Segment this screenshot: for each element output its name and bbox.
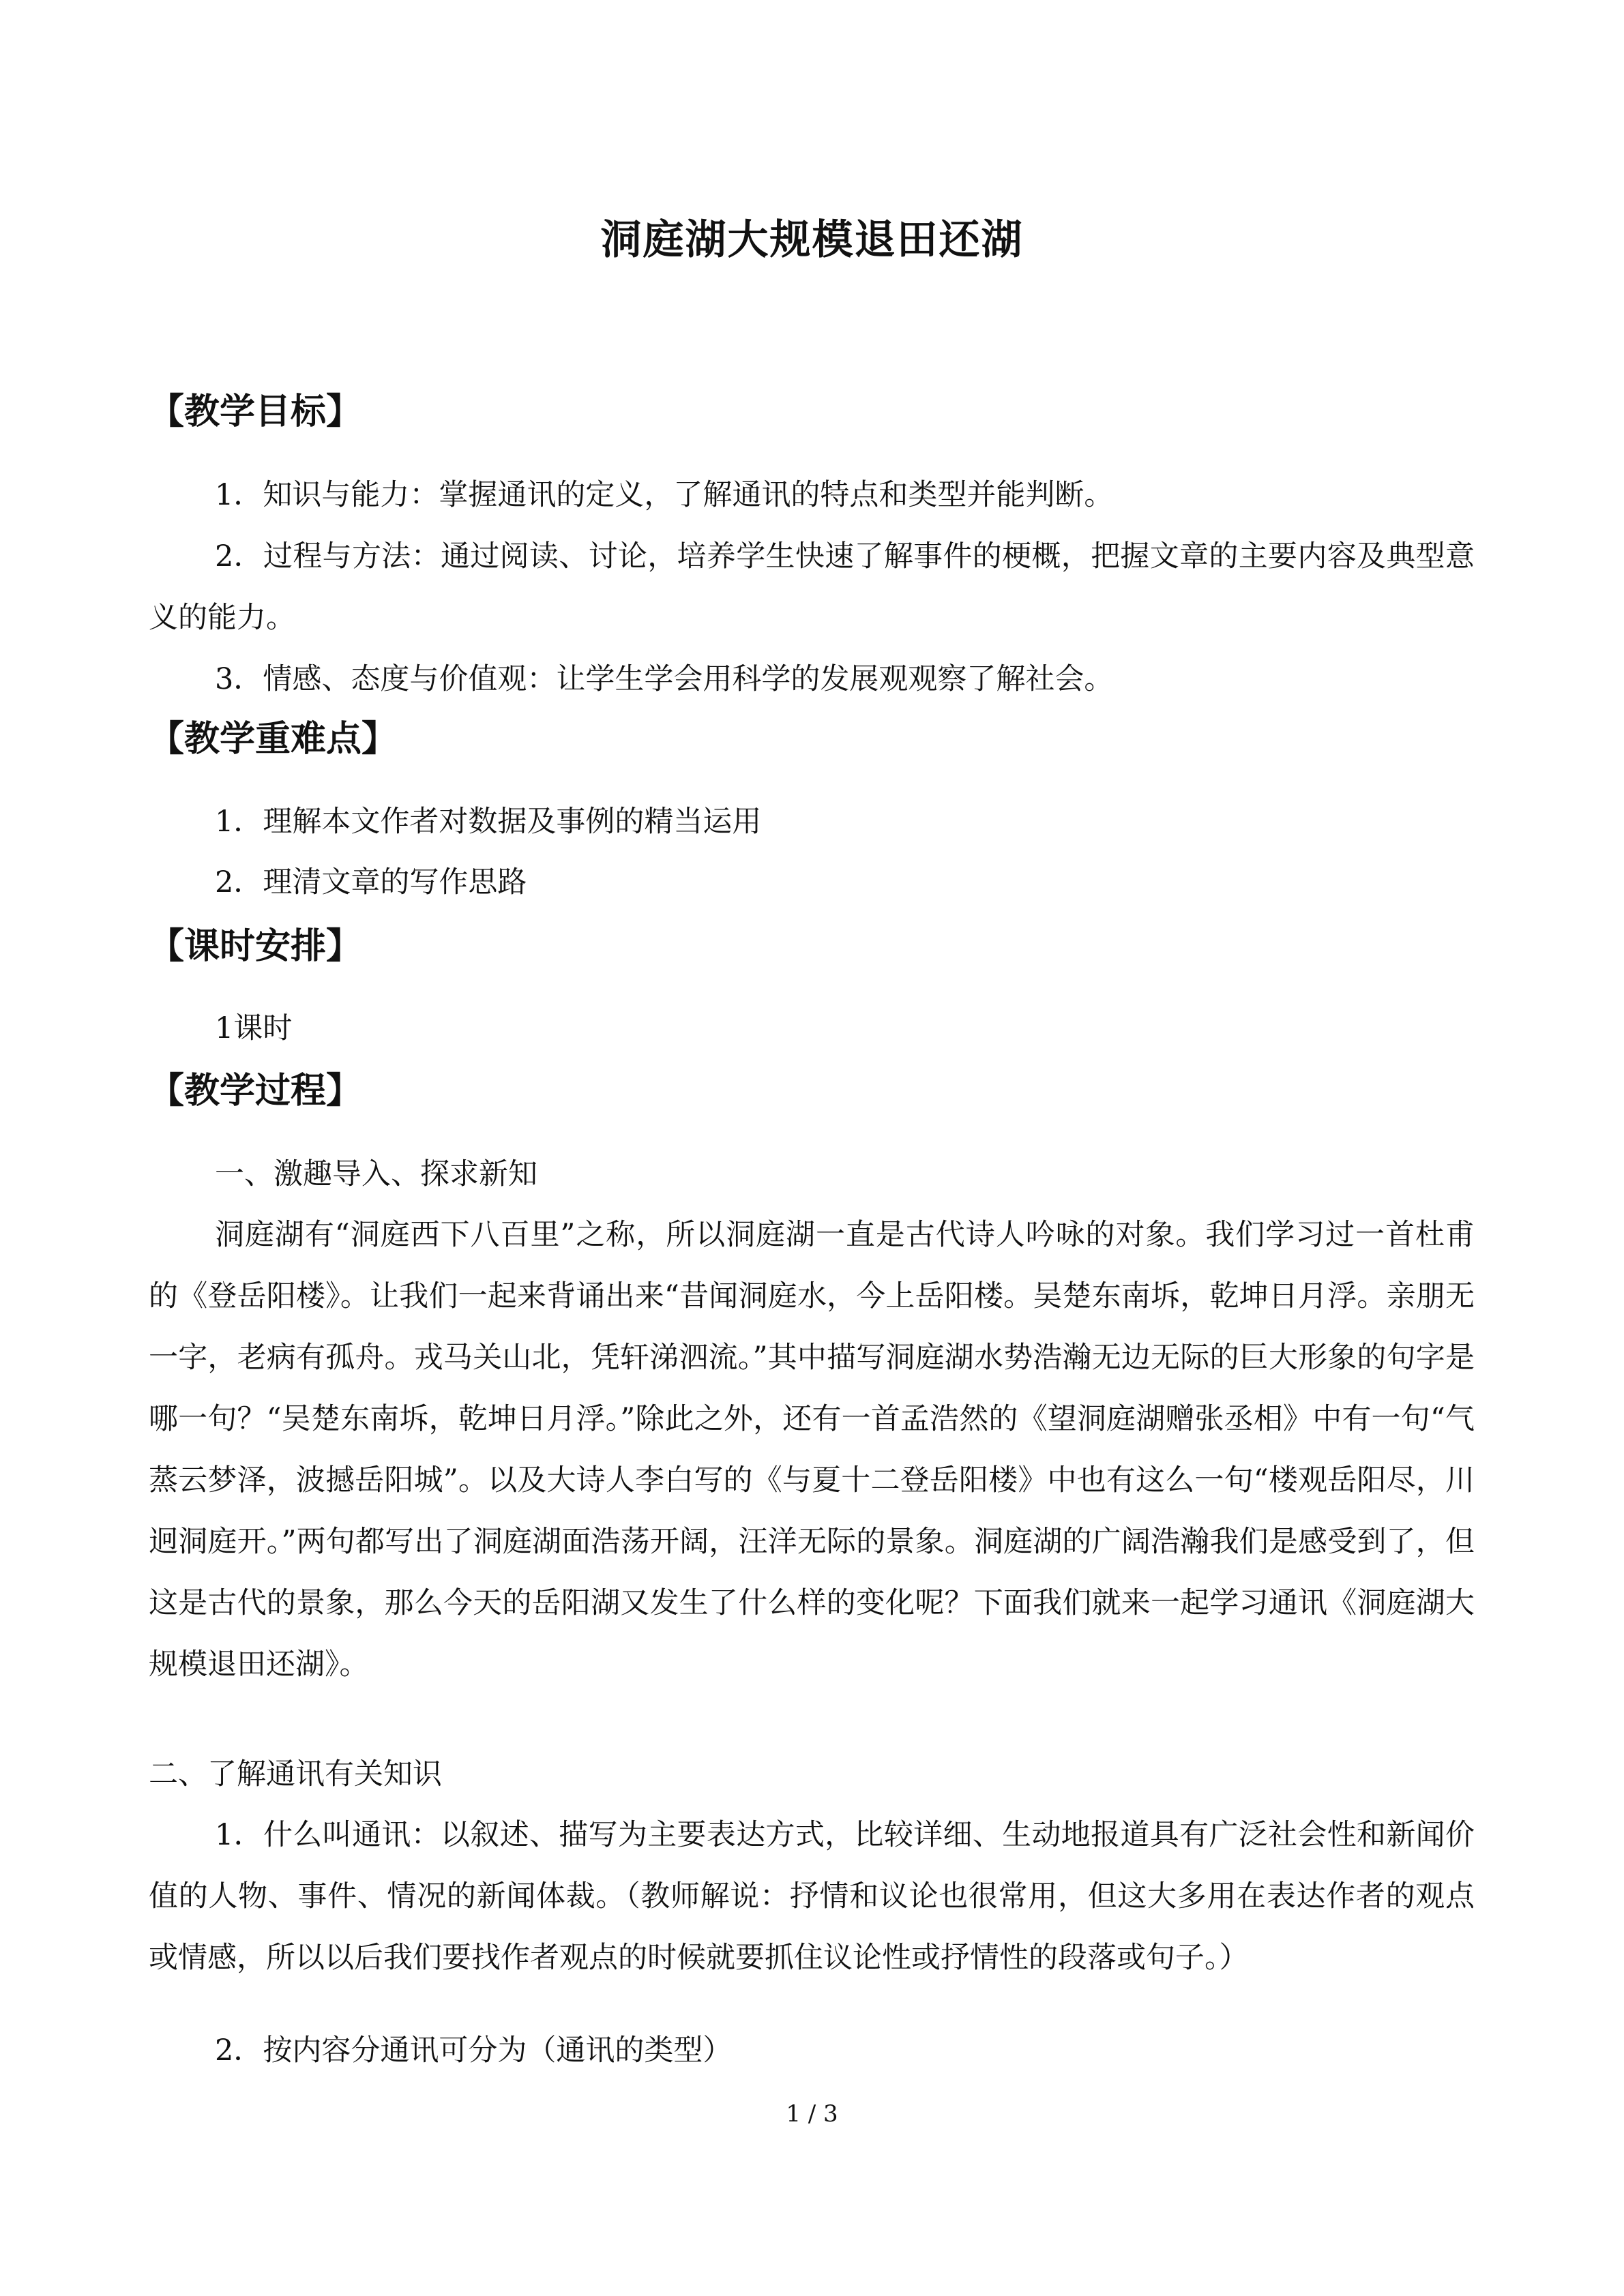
goal-item-3: 3．情感、态度与价值观：让学生学会用科学的发展观观察了解社会。: [215, 662, 1114, 696]
process-step2-item2: 2．按内容分通讯可分为（通讯的类型）: [215, 2033, 733, 2068]
key-point-item-1: 1．理解本文作者对数据及事例的精当运用: [215, 805, 762, 839]
heading-key-points: 【教学重难点】: [149, 719, 398, 760]
key-point-item-2: 2．理清文章的写作思路: [215, 865, 527, 899]
schedule-value: 1课时: [215, 1011, 293, 1045]
heading-schedule: 【课时安排】: [149, 926, 362, 967]
heading-teaching-process: 【教学过程】: [149, 1071, 362, 1112]
process-step1-title: 一、激趣导入、探求新知: [215, 1157, 537, 1191]
heading-teaching-goals: 【教学目标】: [149, 391, 362, 432]
goal-item-2: 2．过程与方法：通过阅读、讨论，培养学生快速了解事件的梗概，把握文章的主要内容及典型意义的能力。: [149, 539, 1475, 635]
goal-item-1: 1．知识与能力：掌握通讯的定义，了解通讯的特点和类型并能判断。: [215, 478, 1114, 512]
page-title: 洞庭湖大规模退田还湖: [600, 216, 1024, 264]
process-step2-title: 二、了解通讯有关知识: [149, 1757, 442, 1791]
page-indicator: 1 / 3: [786, 2100, 838, 2128]
process-step2-item1: 1．什么叫通讯：以叙述、描写为主要表达方式，比较详细、生动地报道具有广泛社会性和新闻价值的人物、事件、情况的新闻体裁。（教师解说：抒情和议论也很常用，但这大多用在表达作者的观点或情感，所以以后我们要找作者观点的时候就要抓住议论性或抒情性的段落或句子。）: [149, 1818, 1475, 1975]
process-step1-body: 洞庭湖有“洞庭西下八百里”之称，所以洞庭湖一直是古代诗人吟咏的对象。我们学习过一首杜甫的《登岳阳楼》。让我们一起来背诵出来“昔闻洞庭水，今上岳阳楼。吴楚东南坼，乾坤日月浮。亲朋无一字，老病有孤舟。戎马关山北，凭轩涕泗流。”其中描写洞庭湖水势浩瀚无边无际的巨大形象的句字是哪一句？“吴楚东南坼，乾坤日月浮。”除此之外，还有一首孟浩然的《望洞庭湖赠张丞相》中有一句“气蒸云梦泽，波撼岳阳城”。以及大诗人李白写的《与夏十二登岳阳楼》中也有这么一句“楼观岳阳尽，川迥洞庭开。”两句都写出了洞庭湖面浩荡开阔，汪洋无际的景象。洞庭湖的广阔浩瀚我们是感受到了，但这是古代的景象，那么今天的岳阳湖又发生了什么样的变化呢？下面我们就来一起学习通讯《洞庭湖大规模退田还湖》。: [149, 1218, 1475, 1682]
